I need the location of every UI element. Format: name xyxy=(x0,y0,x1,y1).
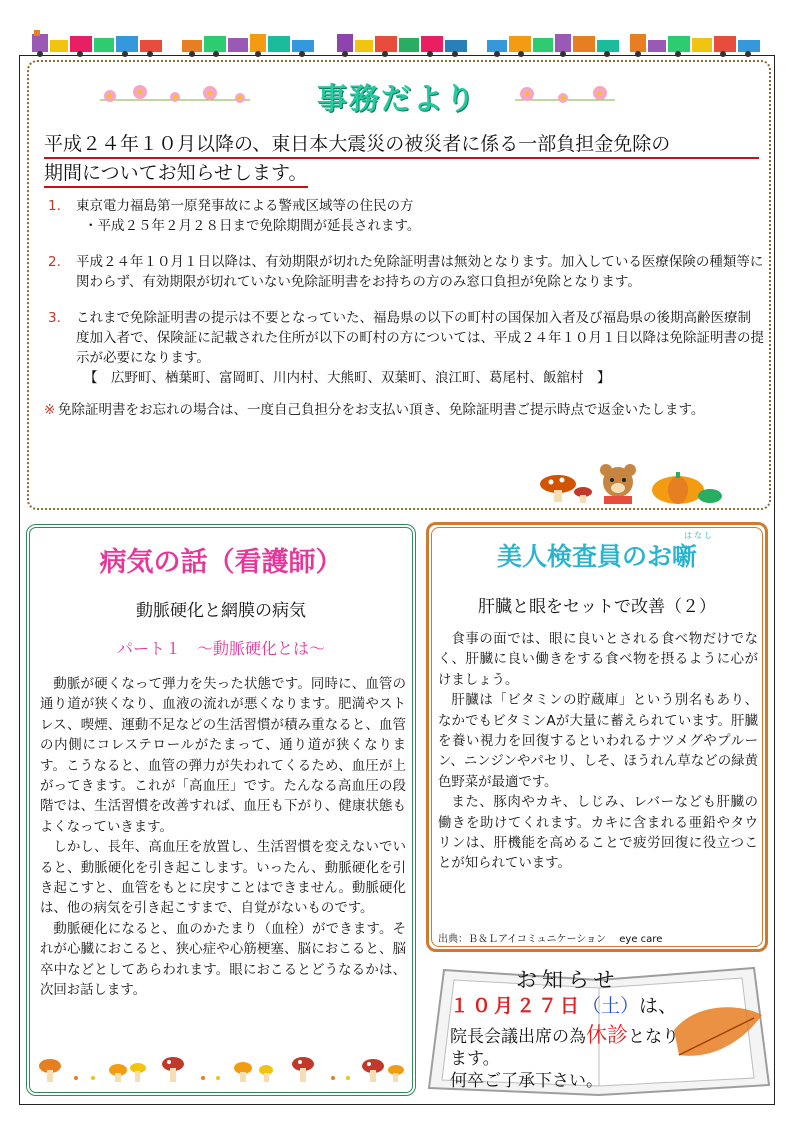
illness-subtitle: 動脈硬化と網膜の病気 xyxy=(136,601,306,621)
item-subtext: ・平成２５年２月２８日まで免除期間が延長されます。 xyxy=(84,218,421,234)
paragraph: 動脈硬化になると、血のかたまり（血栓）ができます。それが心臓におこると、狭心症や心筋梗塞、脳におこると、脳卒中などとしてあらわれます。眼におこるとどうなるかは、次回お話します。 xyxy=(40,921,406,999)
item-number: 2. xyxy=(48,254,61,270)
paragraph: しかし、長年、高血圧を放置し、生活習慣を変えないでいると、動脈硬化を引き起こします。いったん、動脈硬化を引き起こすと、血管をもとに戻すことはできません。動脈硬化は、他の病気を引き起こすまで、自覚がないものです。 xyxy=(40,840,406,917)
train-icon xyxy=(30,28,170,58)
notice-date-day: （土） xyxy=(582,995,640,1017)
train-icon xyxy=(628,28,768,58)
bear-mushroom-pumpkin-icon xyxy=(538,462,728,506)
beauty-body xyxy=(438,630,758,875)
notice-line-4: 何卒ご了承下さい。 xyxy=(450,1071,603,1091)
item-text: 平成２４年１０月１日以降は、有効期限が切れた免除証明書は無効となります。加入している医療保険の種類等に関わらず、有効期限が切れていない免除証明書をお持ちの方のみ窓口負担が免除となります。 xyxy=(76,254,764,290)
item-number: 3. xyxy=(48,310,61,326)
ruby-reading: はなし xyxy=(684,531,714,540)
paragraph: 食事の面では、眼に良いとされる食べ物だけでなく、肝臓に良い働きをする食べ物を摂るように心がけましょう。 xyxy=(438,632,758,688)
item-text: 東京電力福島第一原発事故による警戒区域等の住民の方 xyxy=(76,198,414,214)
paragraph: また、豚肉やカキ、しじみ、レバーなども肝臓の働きを助けてくれます。カキに含まれる亜鉛やタウリンは、肝機能を高めることで疲労回復に役立つことが知られています。 xyxy=(438,795,758,872)
beauty-title: 美人検査員のお噺 xyxy=(496,542,697,571)
illness-title: 病気の話（看護師） xyxy=(99,547,343,578)
train-border xyxy=(30,28,770,58)
notice-line-3: ます。 xyxy=(450,1049,500,1069)
source-credit: 出典：Ｂ＆Ｌアイコミュニケーション eye care xyxy=(438,934,663,945)
office-news-headline xyxy=(44,132,759,188)
mushroom-border-icon xyxy=(38,1048,408,1084)
list-item xyxy=(44,196,764,236)
beauty-subtitle: 肝臓と眼をセットで改善（２） xyxy=(478,597,716,617)
notice-title: お知らせ xyxy=(516,968,620,992)
train-icon xyxy=(335,28,475,58)
list-item xyxy=(44,252,764,292)
train-icon xyxy=(485,28,625,58)
notice-line-2-pre: 院長会議出席の為 xyxy=(450,1027,586,1047)
illness-body xyxy=(40,675,406,1002)
notice-line-2-post: となり xyxy=(628,1027,679,1047)
train-icon xyxy=(180,28,320,58)
flower-decoration-icon xyxy=(515,82,615,112)
item-towns: 【 広野町、楢葉町、富岡町、川内村、大熊町、双葉町、浪江町、葛尾村、飯舘村 】 xyxy=(84,370,611,386)
office-news-items xyxy=(44,196,764,420)
paragraph: 動脈が硬くなって弾力を失った状態です。同時に、血管の通り道が狭くなり、血液の流れが悪くなります。肥満やストレス、喫煙、運動不足などの生活習慣が積み重なると、血管の内側にコレステロールがたまって、通り道が狭くなります。こうなると、血管の弾力が失われてくるため、血圧が上がってきます。これが「高血圧」です。たんなる高血圧の段階では、生活習慣を改善すれば、血圧も下がり、健康状態もよくなっていきます。 xyxy=(40,677,406,835)
item-text: これまで免除証明書の提示は不要となっていた、福島県の以下の町村の国保加入者及び福島県の後期高齢医療制度加入者で、保険証に記載された住所が以下の町村の方については、平成２４年１０月１日以降は免除証明書の提示が必要になります。 xyxy=(76,310,764,366)
notice-closed-label: 休診 xyxy=(586,1023,628,1047)
illness-part: パート１ ～動脈硬化とは～ xyxy=(116,639,325,658)
headline-line-1: 平成２４年１０月以降の、東日本大震災の被災者に係る一部負担金免除の xyxy=(44,132,759,159)
list-item xyxy=(44,308,764,388)
headline-line-2: 期間についてお知らせします。 xyxy=(44,161,308,188)
office-news-note xyxy=(44,400,764,420)
paragraph: 肝臓は「ビタミンの貯蔵庫」という別名もあり、なかでもビタミンAが大量に蓄えられています。肝臓を養い視力を回復するといわれるナツメグやプルーン、ニンジンやパセリ、しそ、ほうれん草などの緑黄色野菜が最適です。 xyxy=(438,693,758,790)
note-text: 免除証明書をお忘れの場合は、一度自己負担分をお支払い頂き、免除証明書ご提示時点で返金いたします。 xyxy=(58,402,705,418)
notice-date-suffix: は、 xyxy=(639,995,678,1017)
notice-date xyxy=(450,991,677,1018)
note-mark: ※ xyxy=(44,402,56,418)
office-news-title: 事務だより xyxy=(317,82,477,117)
notice-date-red: １０月２７日 xyxy=(450,995,583,1017)
item-number: 1. xyxy=(48,198,61,214)
